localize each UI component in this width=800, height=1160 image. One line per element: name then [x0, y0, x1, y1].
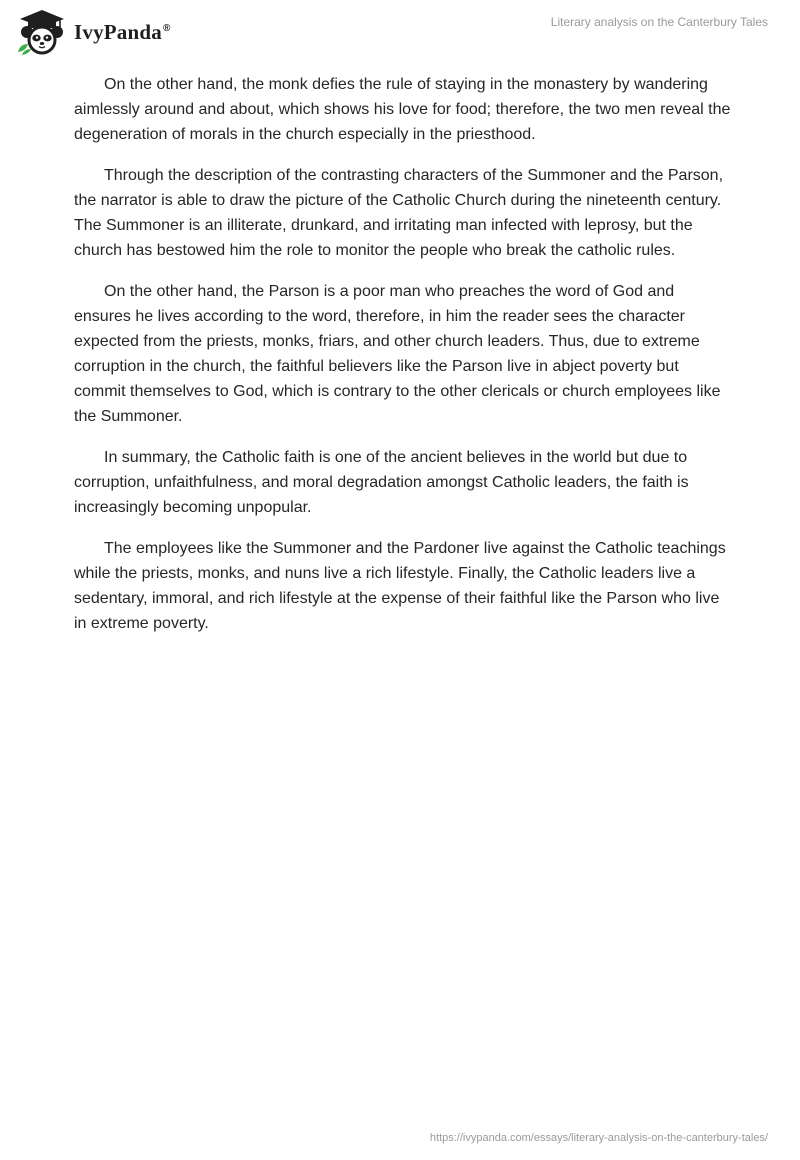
panda-graduate-icon: [14, 8, 70, 56]
ivypanda-logo[interactable]: [14, 8, 171, 56]
brand-name-text: IvyPanda: [74, 19, 162, 44]
paragraph: On the other hand, the Parson is a poor man who preaches the word of God and ensures he lives according to the word, therefore, in him the reader sees the character expected from the priests, monks, friars, and other church leaders. Thus, due to extreme corruption in the church, the faithful believers like the Parson live in abject poverty but commit themselves to God, which is contrary to the other clericals or church employees like the Summoner.: [74, 283, 721, 425]
registered-mark: ®: [162, 22, 171, 34]
paragraph: The employees like the Summoner and the Pardoner live against the Catholic teachings while the priests, monks, and nuns live a rich lifestyle. Finally, the Catholic leaders live a sedentary, immoral, and rich lifestyle at the expense of their faithful like the Parson who live in extreme poverty.: [74, 540, 726, 632]
paragraph: Through the description of the contrasting characters of the Summoner and the Parson, the narrator is able to draw the picture of the Catholic Church during the nineteenth century. The Summoner is an illiterate, drunkard, and irritating man infected with leprosy, but the church has bestowed him the role to monitor the people who break the catholic rules.: [74, 167, 724, 259]
document-title: Literary analysis on the Canterbury Tales: [550, 15, 768, 29]
essay-body: [74, 72, 734, 652]
brand-name: [74, 20, 171, 45]
paragraph: On the other hand, the monk defies the rule of staying in the monastery by wandering aimlessly around and about, which shows his love for food; therefore, the two men reveal the degeneration of morals in the church especially in the priesthood.: [74, 76, 731, 143]
source-url-link[interactable]: https://ivypanda.com/essays/literary-analysis-on-the-canterbury-tales/: [429, 1132, 768, 1144]
page-header: [0, 0, 800, 64]
paragraph: In summary, the Catholic faith is one of the ancient believes in the world but due to corruption, unfaithfulness, and moral degradation amongst Catholic leaders, the faith is increasingly becoming unpopular.: [74, 449, 689, 516]
